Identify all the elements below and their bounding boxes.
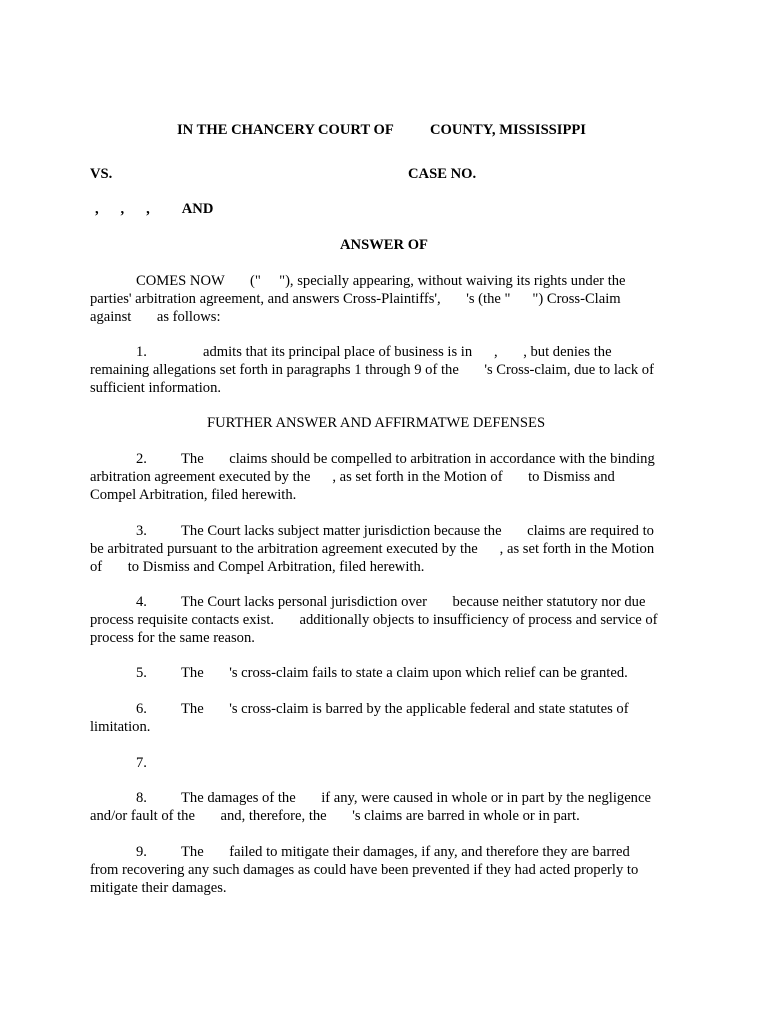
paragraph-line: The damages of the if any, were caused in whole or in part by the negligence [181, 790, 651, 806]
paragraph-line: and/or fault of the and, therefore, the 's claims are barred in whole or in part. [90, 808, 580, 824]
section-heading: FURTHER ANSWER AND AFFIRMATWE DEFENSES [207, 415, 546, 431]
paragraph-line: mitigate their damages. [90, 880, 227, 896]
paragraph-number: 2. [136, 451, 147, 467]
paragraph-line: be arbitrated pursuant to the arbitration agreement executed by the , as set forth in the Motion [90, 541, 655, 557]
answer-title: ANSWER OF [340, 237, 428, 253]
paragraph-number: 9. [136, 844, 147, 860]
intro-line: COMES NOW (" "), specially appearing, without waiving its rights under the [136, 273, 626, 289]
case-no-label: CASE NO. [408, 166, 477, 182]
intro-line: against as follows: [90, 309, 221, 325]
paragraph-line: The failed to mitigate their damages, if any, and therefore they are barred [181, 844, 630, 860]
paragraph-line: The 's cross-claim is barred by the applicable federal and state statutes of [181, 701, 629, 717]
paragraph-number: 4. [136, 594, 147, 610]
paragraph-line: limitation. [90, 719, 151, 735]
paragraph-number: 3. [136, 523, 147, 539]
paragraph-line: from recovering any such damages as could have been prevented if they had acted properly to [90, 862, 639, 878]
paragraph-line: arbitration agreement executed by the , as set forth in the Motion of to Dismiss and [90, 469, 615, 485]
paragraph-number: 8. [136, 790, 147, 806]
paragraph-line: process for the same reason. [90, 630, 255, 646]
vs-label: VS. [90, 166, 113, 182]
paragraph-number: 1. [136, 344, 147, 360]
parties-line: , , , AND [95, 201, 214, 217]
paragraph-line: process requisite contacts exist. additionally objects to insufficiency of process and service of [90, 612, 658, 628]
court-title-left: IN THE CHANCERY COURT OF [177, 122, 394, 138]
paragraph-line: The claims should be compelled to arbitration in accordance with the binding [181, 451, 655, 467]
paragraph-line: The Court lacks subject matter jurisdiction because the claims are required to [181, 523, 654, 539]
court-title-right: COUNTY, MISSISSIPPI [430, 122, 586, 138]
para1-line: remaining allegations set forth in paragraphs 1 through 9 of the 's Cross-claim, due to lack of [90, 362, 654, 378]
para1-line: admits that its principal place of business is in , , but denies the [203, 344, 612, 360]
paragraph-line: of to Dismiss and Compel Arbitration, filed herewith. [90, 559, 425, 575]
paragraph-number: 7. [136, 755, 147, 771]
paragraph-line: Compel Arbitration, filed herewith. [90, 487, 297, 503]
para1-line: sufficient information. [90, 380, 222, 396]
intro-line: parties' arbitration agreement, and answers Cross-Plaintiffs', 's (the " ") Cross-Claim [90, 291, 621, 307]
paragraph-number: 5. [136, 665, 147, 681]
paragraph-line: The 's cross-claim fails to state a claim upon which relief can be granted. [181, 665, 628, 681]
paragraph-line: The Court lacks personal jurisdiction over because neither statutory nor due [181, 594, 646, 610]
paragraph-number: 6. [136, 701, 147, 717]
